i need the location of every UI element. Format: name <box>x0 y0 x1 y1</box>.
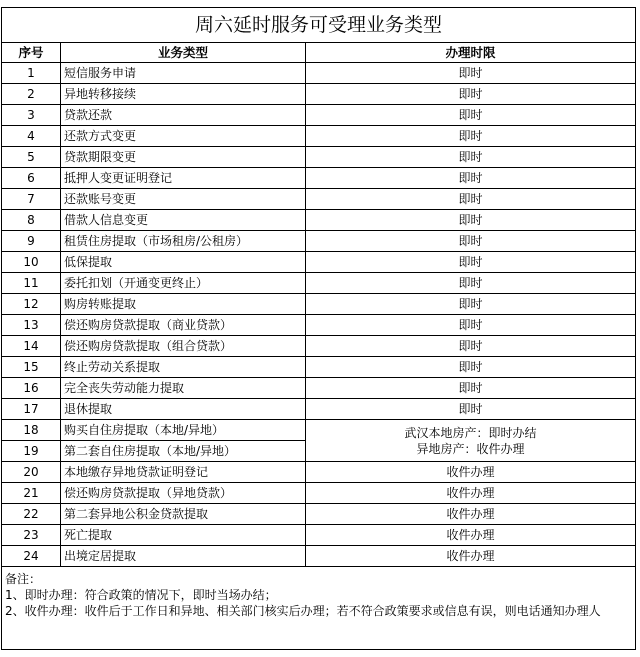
title-row <box>2 8 636 43</box>
notes-heading: 备注： <box>5 572 42 586</box>
row-type: 出境定居提取 <box>61 546 306 567</box>
row-type: 短信服务申请 <box>61 63 306 84</box>
row-type: 还款方式变更 <box>61 126 306 147</box>
row-no: 7 <box>2 189 61 210</box>
row-limit: 收件办理 <box>306 483 636 504</box>
row-no: 16 <box>2 378 61 399</box>
row-type: 偿还购房贷款提取（异地贷款） <box>61 483 306 504</box>
row-type: 第二套异地公积金贷款提取 <box>61 504 306 525</box>
table-row <box>2 462 636 483</box>
row-no: 11 <box>2 273 61 294</box>
table-row <box>2 336 636 357</box>
business-table <box>1 7 636 650</box>
row-limit: 即时 <box>306 84 636 105</box>
table-row <box>2 525 636 546</box>
row-type: 第二套自住房提取（本地/异地） <box>61 441 306 462</box>
merged-limit-line2: 异地房产：收件办理 <box>416 441 525 456</box>
table-row <box>2 231 636 252</box>
table-row <box>2 273 636 294</box>
table-title: 周六延时服务可受理业务类型 <box>2 8 636 43</box>
row-limit: 即时 <box>306 336 636 357</box>
row-limit: 即时 <box>306 105 636 126</box>
merged-limit-cell <box>306 420 636 462</box>
row-no: 9 <box>2 231 61 252</box>
row-no: 5 <box>2 147 61 168</box>
row-limit: 即时 <box>306 399 636 420</box>
table-row <box>2 357 636 378</box>
row-type: 本地缴存异地贷款证明登记 <box>61 462 306 483</box>
row-no: 24 <box>2 546 61 567</box>
row-limit: 即时 <box>306 273 636 294</box>
header-row <box>2 43 636 63</box>
table-row <box>2 420 636 441</box>
row-type: 偿还购房贷款提取（商业贷款） <box>61 315 306 336</box>
row-type: 退休提取 <box>61 399 306 420</box>
merged-limit-line1: 武汉本地房产：即时办结 <box>404 425 537 440</box>
row-no: 10 <box>2 252 61 273</box>
row-type: 还款账号变更 <box>61 189 306 210</box>
table-row <box>2 378 636 399</box>
table-row <box>2 105 636 126</box>
table-row <box>2 483 636 504</box>
row-limit: 即时 <box>306 252 636 273</box>
row-type: 终止劳动关系提取 <box>61 357 306 378</box>
notes-line-1: 1、即时办理：符合政策的情况下，即时当场办结； <box>5 588 277 602</box>
table-row <box>2 504 636 525</box>
row-limit: 收件办理 <box>306 504 636 525</box>
notes-line-2: 2、收件办理：收件后于工作日和异地、相关部门核实后办理；若不符合政策要求或信息有误，则电话通知办理人 <box>5 604 601 618</box>
row-limit: 即时 <box>306 63 636 84</box>
table-row <box>2 294 636 315</box>
row-type: 购买自住房提取（本地/异地） <box>61 420 306 441</box>
row-type: 偿还购房贷款提取（组合贷款） <box>61 336 306 357</box>
table-row <box>2 210 636 231</box>
row-no: 6 <box>2 168 61 189</box>
header-no: 序号 <box>2 43 61 63</box>
row-no: 22 <box>2 504 61 525</box>
row-limit: 收件办理 <box>306 462 636 483</box>
row-no: 12 <box>2 294 61 315</box>
row-no: 20 <box>2 462 61 483</box>
row-type: 贷款还款 <box>61 105 306 126</box>
table-row <box>2 252 636 273</box>
row-no: 23 <box>2 525 61 546</box>
row-limit: 即时 <box>306 168 636 189</box>
notes-cell <box>2 567 636 650</box>
row-type: 购房转账提取 <box>61 294 306 315</box>
row-no: 14 <box>2 336 61 357</box>
row-no: 13 <box>2 315 61 336</box>
row-limit: 即时 <box>306 231 636 252</box>
table-row <box>2 126 636 147</box>
row-limit: 即时 <box>306 189 636 210</box>
table-row <box>2 168 636 189</box>
row-limit: 即时 <box>306 294 636 315</box>
table-row <box>2 315 636 336</box>
row-limit: 即时 <box>306 210 636 231</box>
table-row <box>2 546 636 567</box>
row-limit: 收件办理 <box>306 525 636 546</box>
row-no: 4 <box>2 126 61 147</box>
row-limit: 即时 <box>306 126 636 147</box>
table-row <box>2 84 636 105</box>
row-no: 18 <box>2 420 61 441</box>
row-no: 8 <box>2 210 61 231</box>
row-type: 完全丧失劳动能力提取 <box>61 378 306 399</box>
header-type: 业务类型 <box>61 43 306 63</box>
row-no: 21 <box>2 483 61 504</box>
row-type: 抵押人变更证明登记 <box>61 168 306 189</box>
row-type: 死亡提取 <box>61 525 306 546</box>
table-row <box>2 399 636 420</box>
row-type: 低保提取 <box>61 252 306 273</box>
row-type: 异地转移接续 <box>61 84 306 105</box>
row-no: 15 <box>2 357 61 378</box>
row-type: 租赁住房提取（市场租房/公租房） <box>61 231 306 252</box>
table-row <box>2 147 636 168</box>
row-type: 借款人信息变更 <box>61 210 306 231</box>
row-limit: 收件办理 <box>306 546 636 567</box>
row-no: 2 <box>2 84 61 105</box>
table-row <box>2 63 636 84</box>
row-limit: 即时 <box>306 357 636 378</box>
row-no: 3 <box>2 105 61 126</box>
row-limit: 即时 <box>306 315 636 336</box>
notes-row <box>2 567 636 650</box>
row-no: 19 <box>2 441 61 462</box>
row-limit: 即时 <box>306 378 636 399</box>
table-row <box>2 189 636 210</box>
row-limit: 即时 <box>306 147 636 168</box>
row-no: 1 <box>2 63 61 84</box>
header-limit: 办理时限 <box>306 43 636 63</box>
row-type: 委托扣划（开通变更终止） <box>61 273 306 294</box>
row-no: 17 <box>2 399 61 420</box>
row-type: 贷款期限变更 <box>61 147 306 168</box>
